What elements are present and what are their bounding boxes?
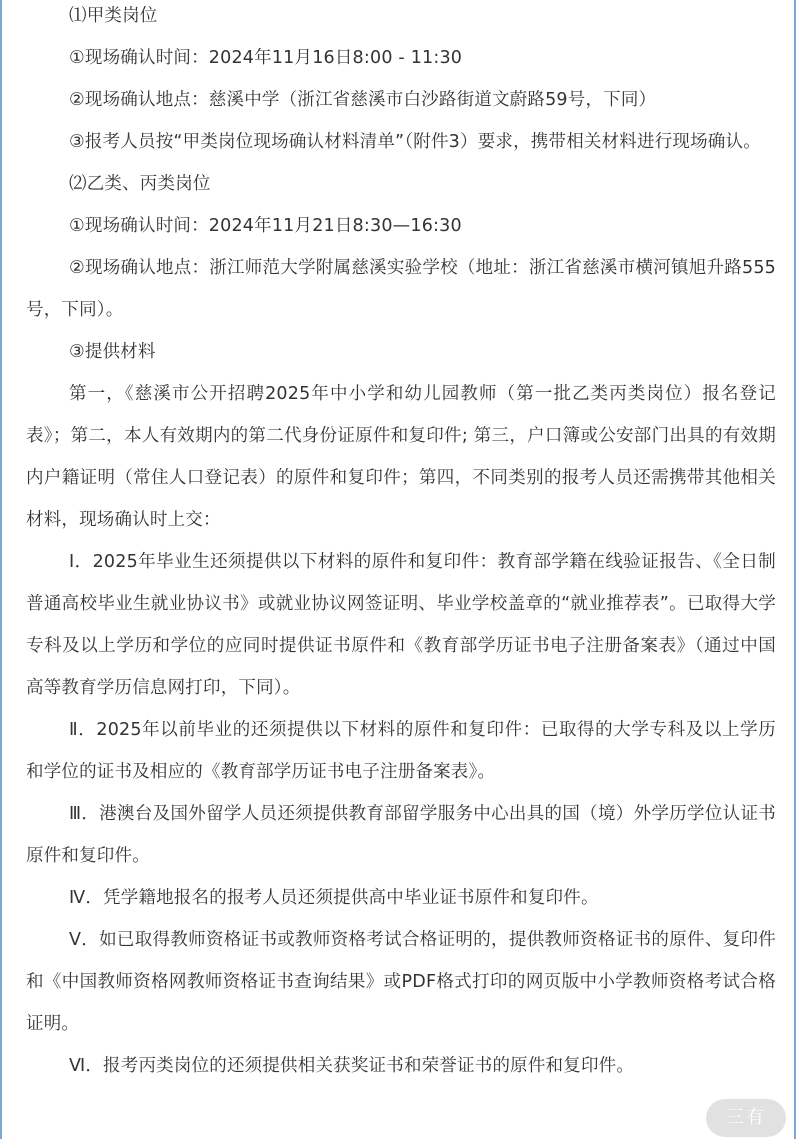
confirm-location-bc: ②现场确认地点：浙江师范大学附属慈溪实验学校（地址：浙江省慈溪市横河镇旭升路555号，下同）。 bbox=[26, 258, 776, 320]
item-vi-class-c-awards: Ⅵ．报考丙类岗位的还须提供相关获奖证书和荣誉证书的原件和复印件。 bbox=[69, 1056, 635, 1076]
confirm-time-a: ①现场确认时间：2024年11月16日8:00 - 11:30 bbox=[69, 48, 463, 68]
section-heading-class-a: ⑴甲类岗位 bbox=[69, 6, 158, 26]
item-iii-overseas: Ⅲ．港澳台及国外留学人员还须提供教育部留学服务中心出具的国（境）外学历学位认证书原件和复印件。 bbox=[26, 804, 776, 866]
watermark-logo: 三有 bbox=[706, 1099, 786, 1137]
item-ii-prior-graduates: Ⅱ．2025年以前毕业的还须提供以下材料的原件和复印件：已取得的大学专科及以上学历和学位的证书及相应的《教育部学历证书电子注册备案表》。 bbox=[26, 720, 776, 782]
materials-note-a: ③报考人员按“甲类岗位现场确认材料清单”（附件3）要求，携带相关材料进行现场确认。 bbox=[69, 132, 761, 152]
item-i-graduates-2025: Ⅰ．2025年毕业生还须提供以下材料的原件和复印件：教育部学籍在线验证报告、《全日制普通高校毕业生就业协议书》或就业协议网签证明、毕业学校盖章的“就业推荐表”。已取得大学专科及以上学历和学位的应同时提供证书原件和《教育部学历证书电子注册备案表》（通过中国高等教育学历信息网打印，下同）。 bbox=[26, 552, 776, 698]
article-body bbox=[26, 0, 776, 1087]
section-heading-class-bc: ⑵乙类、丙类岗位 bbox=[69, 174, 211, 194]
materials-heading-bc: ③提供材料 bbox=[69, 342, 156, 362]
confirm-time-bc: ①现场确认时间：2024年11月21日8:30—16:30 bbox=[69, 216, 462, 236]
item-iv-student-registry: Ⅳ．凭学籍地报名的报考人员还须提供高中毕业证书原件和复印件。 bbox=[69, 888, 599, 908]
item-v-teacher-certificate: Ⅴ．如已取得教师资格证书或教师资格考试合格证明的，提供教师资格证书的原件、复印件和《中国教师资格网教师资格证书查询结果》或PDF格式打印的网页版中小学教师资格考试合格证明。 bbox=[26, 930, 776, 1034]
materials-list-paragraph: 第一，《慈溪市公开招聘2025年中小学和幼儿园教师（第一批乙类丙类岗位）报名登记表》；第二，本人有效期内的第二代身份证原件和复印件; 第三，户口簿或公安部门出具的有效期内户籍证明（常住人口登记表）的原件和复印件；第四，不同类别的报考人员还需携带其他相关材料，现场确认时上交： bbox=[26, 384, 776, 530]
confirm-location-a: ②现场确认地点：慈溪中学（浙江省慈溪市白沙路街道文蔚路59号，下同） bbox=[69, 90, 657, 110]
